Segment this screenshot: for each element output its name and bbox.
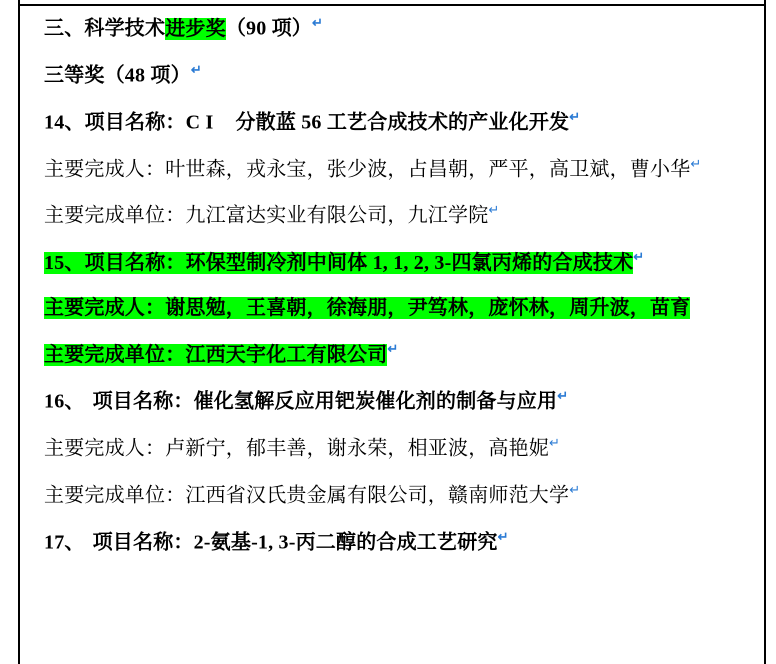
entry-title-text: 环保型制冷剂中间体 1, 1, 2, 3-四氯丙烯的合成技术 <box>185 251 634 274</box>
entry-units-label: 主要完成单位： <box>44 343 186 366</box>
entry-title <box>44 387 744 416</box>
page-border-right <box>764 0 766 664</box>
paragraph-mark-icon: ↵ <box>569 108 581 124</box>
entry-title <box>44 108 744 137</box>
entry-number: 16、 <box>44 390 85 413</box>
entry-number: 17、 <box>44 531 85 554</box>
entry-title <box>44 528 744 557</box>
entry-people <box>44 295 744 322</box>
paragraph-mark-icon: ↵ <box>633 249 645 265</box>
entry-people-text: 叶世森，戎永宝，张少波，占昌朝，严平，高卫斌，曹小华 <box>165 158 691 181</box>
paragraph-mark-icon: ↵ <box>557 388 569 404</box>
award-level-text: 三等奖（48 项） <box>44 64 191 87</box>
paragraph-mark-icon: ↵ <box>190 61 202 77</box>
entry-title-text: 分散蓝 56 工艺合成技术的产业化开发 <box>235 111 570 134</box>
entry-units-text: 江西天宇化工有限公司 <box>185 343 388 366</box>
entry-people-label: 主要完成人： <box>44 158 166 181</box>
section-heading <box>44 14 744 43</box>
entry-units-label: 主要完成单位： <box>44 205 186 228</box>
section-heading-prefix: 三、科学技术 <box>44 17 166 40</box>
entry-title-code: C I <box>185 111 214 134</box>
section-heading-suffix: （90 项） <box>225 17 313 40</box>
entry-people-label: 主要完成人： <box>44 297 166 320</box>
entry-title <box>44 248 744 277</box>
entry-people-text: 卢新宁，郁丰善，谢永荣，相亚波，高艳妮 <box>165 437 550 460</box>
paragraph-mark-icon: ↵ <box>549 434 561 450</box>
entry-number: 14、 <box>44 111 85 134</box>
entry-title-text: 催化氢解反应用钯炭催化剂的制备与应用 <box>193 390 558 413</box>
entry-units-text: 九江富达实业有限公司，九江学院 <box>185 205 489 228</box>
entry-title-label: 项目名称： <box>84 111 186 134</box>
entry-people-text: 谢思勉，王喜朝，徐海朋，尹笃林，庞怀林，周升波，苗育 <box>165 297 691 320</box>
paragraph-mark-icon: ↵ <box>312 15 324 30</box>
paragraph-mark-icon: ↵ <box>387 341 399 357</box>
entry-people <box>44 155 744 184</box>
entry-number: 15、 <box>44 251 85 274</box>
entry-units <box>44 481 744 510</box>
award-level <box>44 61 744 90</box>
page-border-left <box>18 0 20 664</box>
entry-title-label: 项目名称： <box>84 251 186 274</box>
entry-people-label: 主要完成人： <box>44 437 166 460</box>
entry-units-label: 主要完成单位： <box>44 484 186 507</box>
paragraph-mark-icon: ↵ <box>488 202 500 218</box>
paragraph-mark-icon: ↵ <box>569 481 581 497</box>
entry-units <box>44 201 744 230</box>
entry-people <box>44 434 744 463</box>
entry-title-label: 项目名称： <box>92 390 194 413</box>
entry-title-label: 项目名称： <box>92 531 194 554</box>
paragraph-mark-icon: ↵ <box>497 528 509 544</box>
entry-units-text: 江西省汉氏贵金属有限公司，赣南师范大学 <box>185 484 570 507</box>
page-border-top <box>18 4 766 6</box>
section-heading-highlight: 进步奖 <box>165 17 226 40</box>
entry-title-text: 2-氨基-1, 3-丙二醇的合成工艺研究 <box>193 531 498 554</box>
document-content <box>44 14 744 574</box>
paragraph-mark-icon: ↵ <box>690 155 702 171</box>
entry-units <box>44 340 744 369</box>
